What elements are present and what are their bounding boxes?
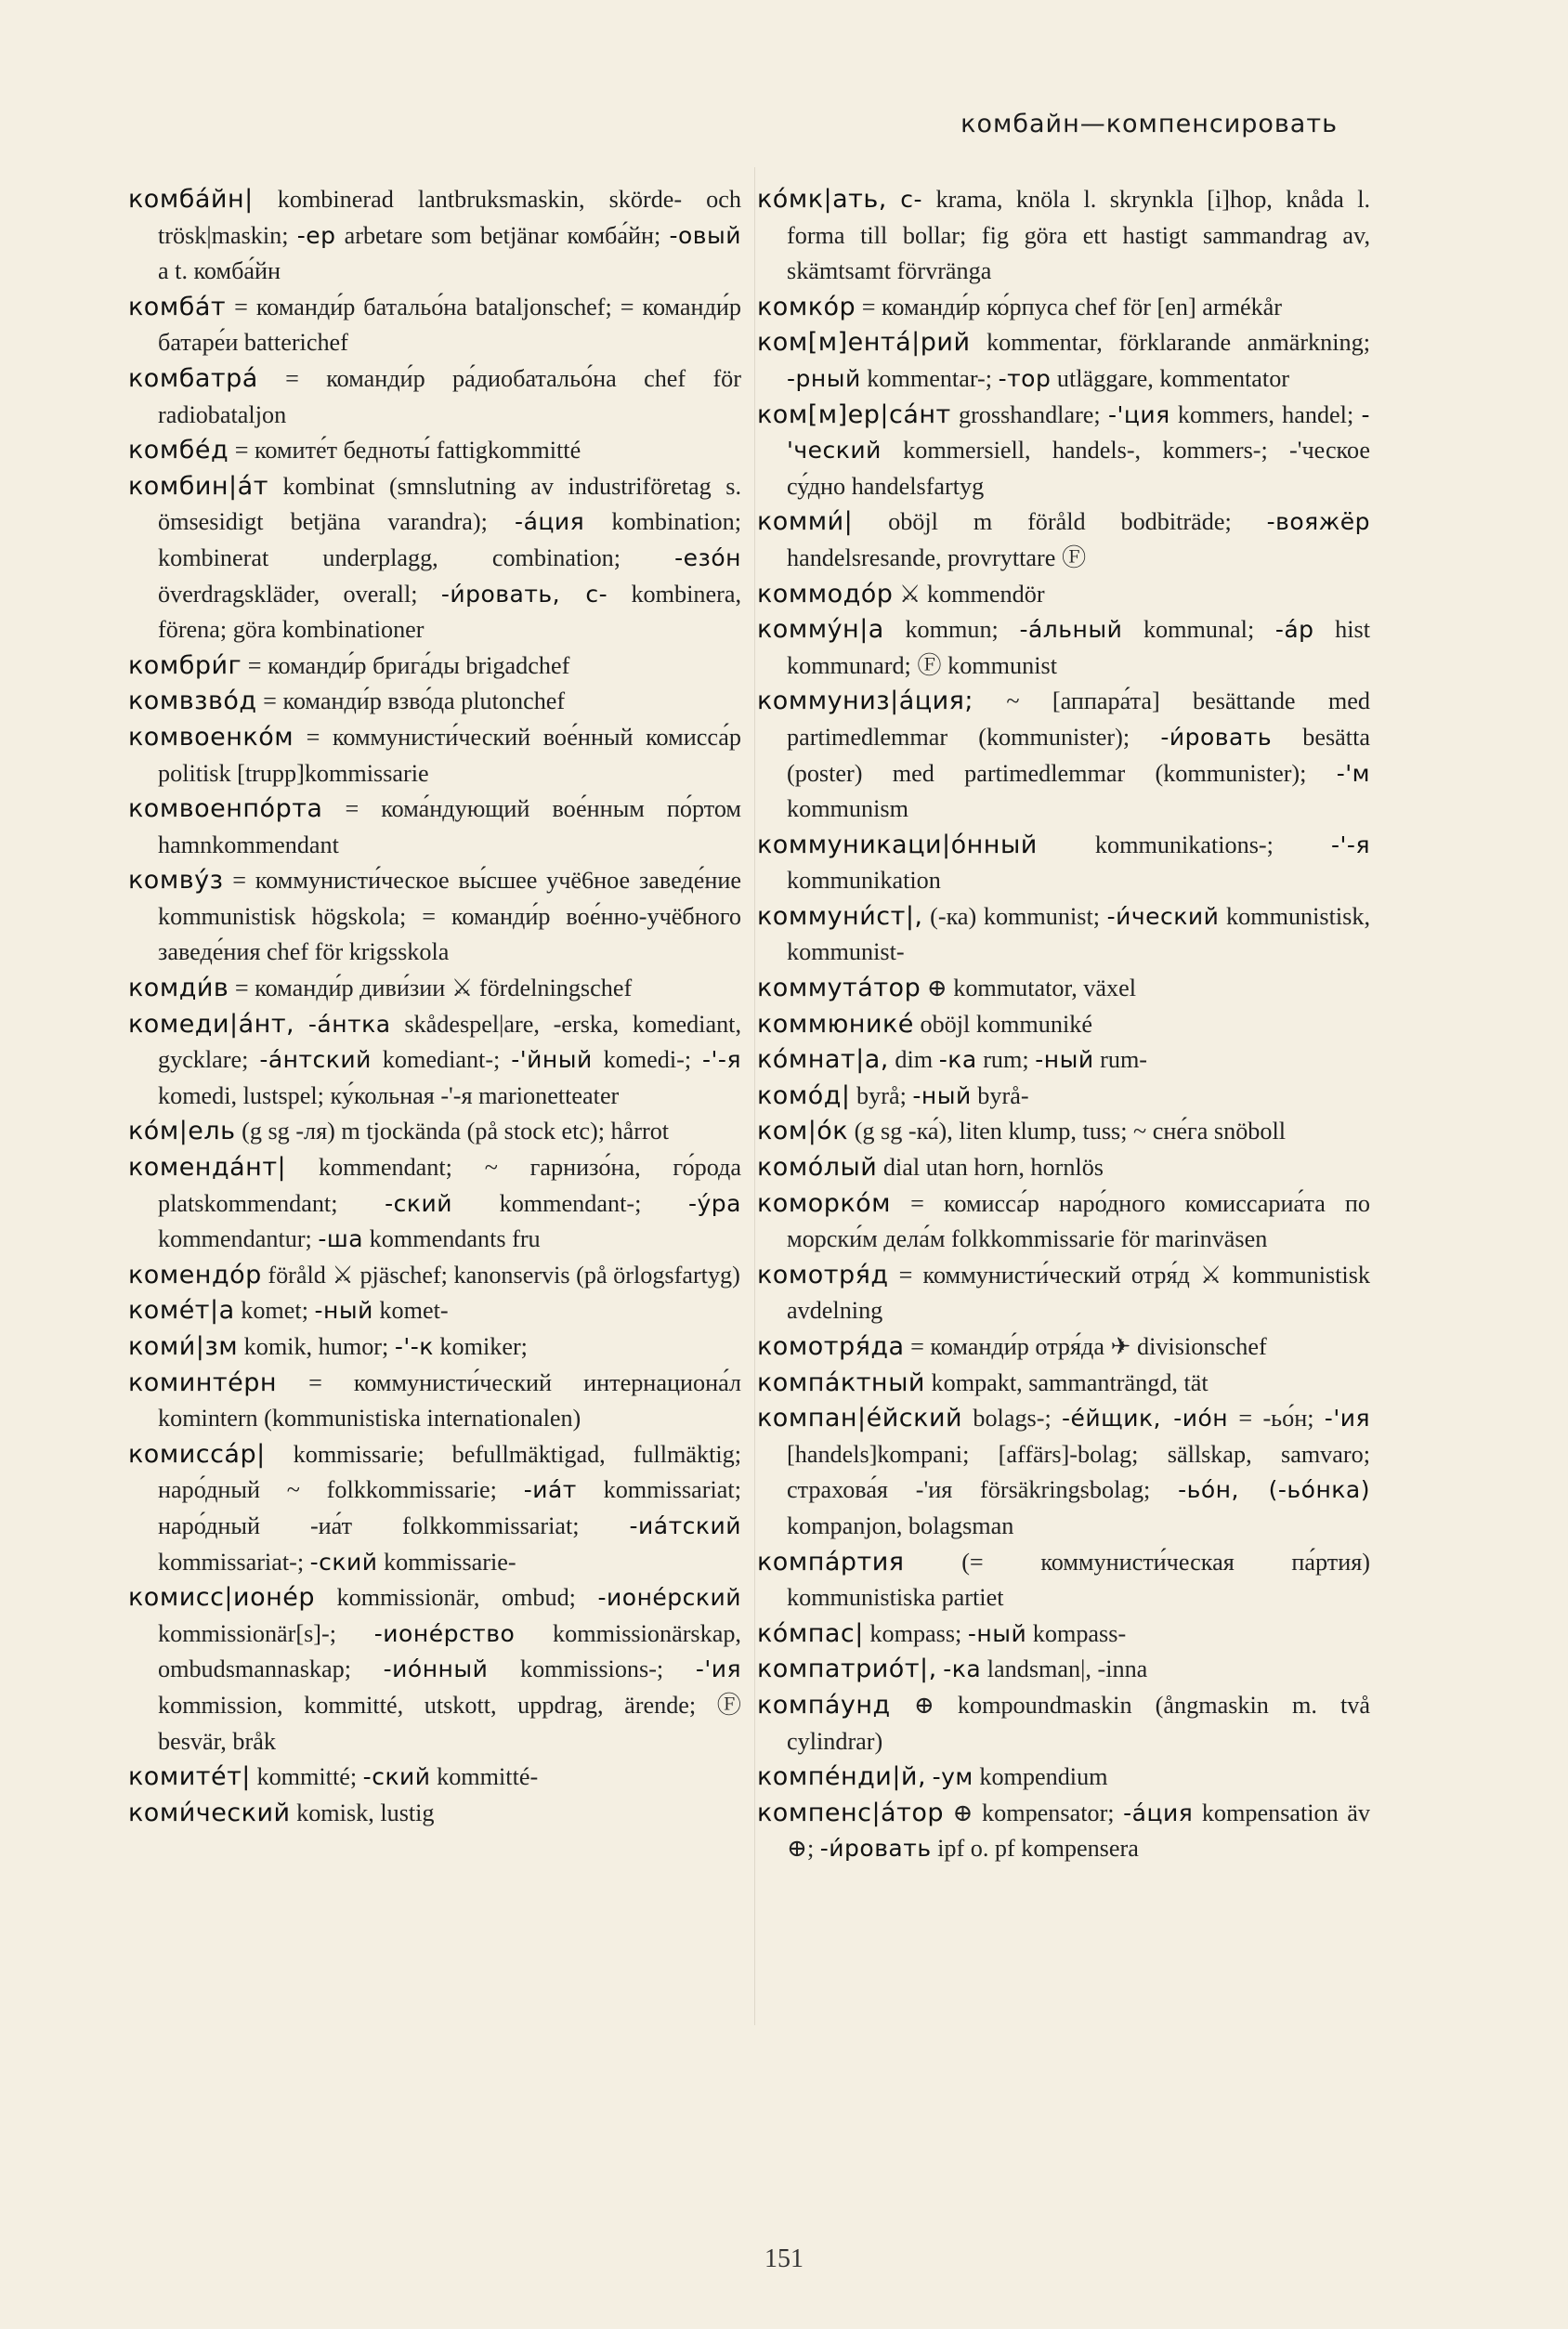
entry-headword: компа́унд (757, 1690, 891, 1720)
entry-text: ⊕ kompensator; (944, 1799, 1124, 1826)
entry-text: komisk, lustig (290, 1799, 435, 1826)
entry-text: kommentar-; (860, 364, 999, 392)
entry-text: handelsresande, provryttare Ⓕ (787, 543, 1087, 571)
entry-text: kommissionär[s]-; (158, 1619, 374, 1647)
entry-subform: -'ция (1107, 400, 1170, 428)
entry-subform: -иа́тский (629, 1511, 741, 1539)
entry-text: kommissionär, ombud; (315, 1584, 598, 1612)
entry-text: oböjl kommuniké (913, 1010, 1092, 1038)
entry-headword: комотря́д (757, 1260, 889, 1289)
entry-text: skådespel|are, -erska, komediant, gycklare; (158, 1010, 741, 1074)
entry-subform: -а́ция (515, 508, 585, 536)
entry-subform: -'ия (1324, 1405, 1370, 1433)
entry-headword: ко́мпас| (757, 1618, 864, 1648)
dictionary-entry (757, 684, 1370, 827)
entry-subform: -'-я (702, 1046, 741, 1074)
entry-headword: коммута́тор (757, 974, 921, 1003)
entry-headword: комбе́д (128, 436, 229, 465)
entry-text: kommun; (883, 616, 1020, 644)
entry-text: besätta (poster) med partimedlemmar (kommunister); (787, 723, 1370, 787)
entry-subform: -и́ровать, с- (440, 580, 608, 608)
entry-text: utläggare, kommentator (1051, 364, 1290, 392)
right-column (757, 182, 1370, 1867)
entry-text: kommissariat; наро́дный -иа́т folkkommissariat; (158, 1476, 741, 1539)
dictionary-entry (757, 1329, 1370, 1366)
entry-text: dim (888, 1046, 939, 1074)
entry-subform: -тор (998, 364, 1052, 392)
entry-headword: ком|о́к (757, 1117, 849, 1146)
entry-subform: -ный (1035, 1046, 1094, 1074)
dictionary-entry (757, 1545, 1370, 1616)
entry-text: = коммунисти́ческий вое́нный комисса́р politisk [trupp]kommissarie (158, 723, 741, 787)
dictionary-entry (757, 612, 1370, 684)
entry-text: = команди́р отря́да ✈ divisionschef (904, 1333, 1267, 1360)
entry-text: = -ьо́н; (1228, 1405, 1325, 1433)
entry-subform: -'-я (1331, 831, 1370, 858)
entry-headword: комди́в (128, 974, 229, 1003)
dictionary-entry (757, 290, 1370, 326)
entry-text: = команди́р диви́зии ⚔ fördelningschef (229, 975, 633, 1002)
entry-subform: с- (900, 186, 923, 213)
entry-text: bolags-; (962, 1405, 1063, 1433)
entry-headword: ко́м|ель (128, 1117, 236, 1146)
entry-subform: -ский (362, 1763, 431, 1791)
dictionary-entry (128, 1007, 741, 1115)
dictionary-entry (757, 1616, 1370, 1653)
entry-text: kommitté; (250, 1763, 363, 1791)
entry-headword: комбатра́ (128, 363, 258, 393)
entry-text: komiker; (433, 1333, 528, 1360)
entry-subform: -и́ровать (819, 1835, 932, 1863)
entry-text: kompendium (973, 1763, 1108, 1791)
entry-text: (-ка) kommunist; (922, 902, 1107, 930)
entry-headword: комми́| (757, 507, 854, 537)
entry-text: = команди́р взво́да plutonchef (256, 687, 566, 715)
entry-text: kommissarie- (377, 1548, 516, 1576)
entry-subform: -е́йщик, -ио́н (1062, 1405, 1229, 1433)
dictionary-entry (757, 1042, 1370, 1079)
entry-text: = коммунисти́ческий отря́д ⚔ kommunistisk avdelning (787, 1261, 1370, 1325)
entry-text: = команди́р ко́рпуса chef för [en] armékår (856, 293, 1283, 321)
entry-subform: -иа́т (523, 1476, 577, 1504)
entry-text: kommunikations-; (1037, 831, 1332, 858)
entry-text: rum- (1093, 1046, 1148, 1074)
entry-subform: -и́ческий (1106, 902, 1220, 930)
entry-text: byrå; (850, 1081, 913, 1109)
entry-subform: -'-к (394, 1333, 434, 1360)
entry-text: oböjl m föråld bodbiträde; (853, 508, 1267, 536)
entry-text: kompakt, sammanträngd, tät (924, 1368, 1209, 1396)
dictionary-entry (128, 361, 741, 433)
entry-text: kommissions-; (488, 1655, 696, 1683)
entry-subform: -а́нтский (259, 1046, 372, 1074)
entry-text: kombinerad lantbruksmaskin, skörde- och trösk|maskin; (158, 186, 741, 249)
entry-text: = команди́р батальо́на bataljonschef; = команди́р батаре́и batterichef (158, 293, 741, 357)
entry-text: rum; (976, 1046, 1036, 1074)
entry-subform: -а́нтка (307, 1010, 391, 1038)
dictionary-entry (757, 1760, 1370, 1796)
entry-text: kommunism (787, 795, 908, 823)
entry-headword: коминте́рн (128, 1367, 278, 1397)
dictionary-entry (128, 1796, 741, 1832)
entry-headword: комба́йн| (128, 185, 254, 214)
entry-headword: коме́т|а (128, 1296, 235, 1326)
entry-headword: коммуни́ст|, (757, 901, 923, 931)
entry-headword: комву́з (128, 866, 224, 896)
entry-text: a t. комба́йн (158, 257, 281, 285)
entry-text: komet; (234, 1297, 315, 1325)
entry-headword: комо́лый (757, 1153, 878, 1183)
dictionary-entry (128, 648, 741, 685)
entry-subform: -ионе́рство (373, 1619, 516, 1647)
dictionary-entry (757, 1186, 1370, 1258)
entry-text: kommendant-; (451, 1189, 688, 1217)
entry-subform: -'йный (511, 1046, 593, 1074)
entry-text: kommunistisk, kommunist- (787, 902, 1370, 966)
entry-headword: комму́н|а (757, 615, 884, 645)
entry-headword: коми́|зм (128, 1332, 239, 1361)
entry-headword: комеди|а́нт, (128, 1009, 295, 1039)
entry-text: komik, humor; (238, 1333, 395, 1360)
entry-headword: коми́ческий (128, 1798, 291, 1827)
dictionary-entry (757, 504, 1370, 576)
entry-text: kombination; kombinerat underplagg, combination; (158, 508, 741, 571)
entry-headword: компенс|а́тор (757, 1798, 944, 1827)
entry-text: komediant-; (371, 1046, 512, 1074)
dictionary-entry (128, 971, 741, 1007)
column-divider (754, 167, 755, 2025)
left-column (128, 182, 741, 1831)
entry-text: arbetare som betjänar комба́йн; (335, 221, 670, 249)
entry-subform: -а́ция (1123, 1799, 1194, 1826)
entry-text: kombinera, förena; göra kombinationer (158, 580, 741, 644)
dictionary-entry (757, 1401, 1370, 1544)
entry-text: kommendant; ~ гарнизо́на, го́рода platskommendant; (158, 1154, 741, 1217)
entry-text: komedi, lustspel; ку́кольная -'-я marionetteater (158, 1081, 620, 1109)
entry-subform: -ный (967, 1619, 1027, 1647)
dictionary-entry (757, 182, 1370, 290)
dictionary-entry (757, 577, 1370, 613)
entry-text: överdragskläder, overall; (158, 580, 441, 608)
entry-text: ⊕ kompoundmaskin (ångmaskin m. två cylindrar) (787, 1691, 1370, 1755)
entry-text: kombinat (smnslutning av industriföretag s. ömsesidigt betjäna varandra); (158, 472, 741, 536)
dictionary-entry (757, 1688, 1370, 1760)
dictionary-entry (757, 1114, 1370, 1150)
entry-text: kommers, handel; (1169, 400, 1362, 428)
entry-subform: -и́ровать (1160, 723, 1273, 751)
dictionary-entry (757, 325, 1370, 397)
entry-text: grosshandlare; (950, 400, 1108, 428)
entry-text: (= коммунисти́ческая па́ртия) kommunistiska partiet (787, 1548, 1370, 1612)
dictionary-entry (128, 1580, 741, 1760)
entry-text: = коммунисти́ческое вы́сшее учё6ное заведе́ние kommunistisk högskola; = команди́р вое́нно-учёбного заведе́ния chef för krigsskola (158, 867, 741, 966)
entry-text: kompass; (863, 1619, 968, 1647)
entry-headword: коммодо́р (757, 579, 894, 608)
dictionary-entry (757, 1150, 1370, 1186)
entry-subform: -ский (385, 1189, 452, 1217)
dictionary-entry (128, 1437, 741, 1580)
dictionary-entry (757, 1366, 1370, 1402)
entry-headword: комвзво́д (128, 687, 257, 716)
entry-subform: -а́льный (1019, 616, 1123, 644)
entry-subform: -ка (943, 1655, 982, 1683)
entry-text (294, 1011, 308, 1038)
entry-text: kommissarie; befullmäktigad, fullmäktig; наро́дный ~ folkkommissarie; (158, 1440, 741, 1504)
dictionary-entry (757, 899, 1370, 971)
entry-text: ⊕ kommutator, växel (921, 975, 1137, 1002)
entry-subform: -'м (1336, 759, 1370, 787)
entry-subform: -ум (932, 1763, 973, 1791)
entry-headword: коморко́м (757, 1188, 892, 1218)
entry-subform: -ша (318, 1225, 364, 1253)
entry-text: komedi-; (592, 1046, 703, 1074)
entry-text: kommunal; (1122, 616, 1275, 644)
entry-headword: компе́нди|й, (757, 1762, 927, 1792)
entry-text: kommission, kommitté, utskott, uppdrag, ärende; Ⓕ besvär, bråk (158, 1691, 741, 1755)
entry-text: kommunikation (787, 867, 941, 895)
entry-text: kommendantur; (158, 1225, 319, 1253)
entry-subform: -езо́н (674, 543, 741, 571)
entry-text: (g sg -ка́), liten klump, tuss; ~ сне́га snöboll (848, 1118, 1287, 1145)
dictionary-entry (128, 182, 741, 290)
entry-headword: комите́т| (128, 1762, 251, 1792)
entry-subform: -рный (787, 364, 861, 392)
entry-headword: комвоенпо́рта (128, 794, 323, 824)
entry-headword: ко́мк|ать, (757, 185, 887, 214)
entry-headword: комо́д| (757, 1080, 851, 1110)
page-number: 151 (764, 2244, 804, 2273)
entry-text: = кома́ндующий вое́нным по́ртом hamnkommendant (158, 795, 741, 858)
entry-text: kommissionärskap, ombudsmannaskap; (158, 1619, 741, 1683)
entry-text: komet- (372, 1297, 449, 1325)
entry-text: ⚔ kommendör (893, 580, 1045, 608)
entry-text: = коммунисти́ческий интернациона́л komintern (kommunistiska internationalen) (158, 1368, 741, 1433)
entry-headword: комотря́да (757, 1332, 905, 1361)
entry-subform: -ка (938, 1046, 977, 1074)
entry-text: kommentar, förklarande anmärkning; (970, 329, 1370, 357)
entry-headword: коммуниз|а́ция; (757, 687, 974, 716)
entry-text (887, 186, 900, 213)
dictionary-entry (757, 971, 1370, 1007)
dictionary-entry (128, 290, 741, 361)
entry-headword: ком[м]ер|са́нт (757, 399, 951, 429)
entry-headword: комисс|ионе́р (128, 1583, 315, 1613)
entry-text: landsman|, -inna (981, 1655, 1148, 1683)
entry-subform: -а́р (1274, 616, 1314, 644)
dictionary-entry (128, 1150, 741, 1258)
entry-subform: -ский (309, 1548, 378, 1576)
entry-subform: -ьо́н, (-ьо́нка) (1178, 1476, 1370, 1504)
entry-headword: компа́ртия (757, 1547, 905, 1577)
dictionary-entry (757, 1079, 1370, 1115)
dictionary-entry (128, 1329, 741, 1366)
dictionary-entry (128, 720, 741, 792)
entry-text: kompanjon, bolagsman (787, 1511, 1014, 1539)
entry-text: kompensation äv ⊕; (787, 1799, 1371, 1863)
entry-text: = команди́р ра́диобатальо́на chef för radiobataljon (158, 364, 741, 428)
dictionary-entry (757, 1007, 1370, 1043)
entry-subform: -у́ра (687, 1189, 741, 1217)
dictionary-entry (757, 398, 1370, 505)
entry-text: ~ [аппара́та] besättande med partimedlemmar (kommunister); (787, 687, 1370, 751)
dictionary-entry (128, 1760, 741, 1796)
entry-text: ipf o. pf kompensera (931, 1835, 1139, 1863)
entry-text: kommissariat-; (158, 1548, 310, 1576)
dictionary-entry (757, 1258, 1370, 1329)
dictionary-entry (757, 828, 1370, 899)
entry-text: hist kommunard; Ⓕ kommunist (787, 616, 1371, 679)
entry-subform: -'ия (695, 1655, 741, 1683)
dictionary-entry (128, 792, 741, 863)
entry-headword: комвоенко́м (128, 722, 294, 752)
page-running-header: комбайн—компенсировать (960, 110, 1338, 138)
entry-subform: -вояжёр (1266, 508, 1370, 536)
entry-headword: коммюнике́ (757, 1009, 914, 1039)
entry-text: kommendants fru (363, 1225, 541, 1253)
entry-text: = комите́т бедноты́ fattigkommitté (229, 437, 581, 464)
entry-headword: компатрио́т|, (757, 1655, 937, 1684)
entry-headword: комбин|а́т (128, 471, 268, 501)
entry-headword: комендо́р (128, 1260, 262, 1289)
entry-subform: -ионе́рский (597, 1584, 741, 1612)
entry-headword: комбри́г (128, 650, 242, 680)
entry-headword: ком[м]ента́|рий (757, 328, 971, 358)
entry-text: [handels]kompani; [affärs]-bolag; sällskap, samvaro; страхова́я -'ия försäkringsbolag; (787, 1440, 1370, 1504)
entry-headword: комба́т (128, 292, 227, 321)
entry-headword: компан|е́йский (757, 1404, 963, 1433)
entry-subform: -ио́нный (383, 1655, 489, 1683)
entry-text: = команди́р брига́ды brigadchef (242, 651, 570, 679)
entry-headword: коменда́нт| (128, 1153, 287, 1183)
entry-text: byrå- (971, 1081, 1029, 1109)
entry-text: dial utan horn, hornlös (877, 1154, 1104, 1182)
entry-headword: компа́ктный (757, 1367, 925, 1397)
entry-text: (g sg -ля) m tjockända (på stock etc); hårrot (235, 1118, 670, 1145)
entry-text: kommitté- (430, 1763, 539, 1791)
entry-text: kommersiell, handels-, kommers-; -'ческое су́дно handelsfartyg (787, 437, 1370, 500)
entry-subform: -'ческий (787, 400, 1370, 464)
entry-headword: ко́мнат|а, (757, 1045, 889, 1075)
entry-headword: комко́р (757, 292, 856, 321)
entry-text: kompass- (1026, 1619, 1127, 1647)
entry-headword: комисса́р| (128, 1439, 266, 1469)
dictionary-entry (128, 863, 741, 971)
dictionary-entry (128, 1258, 741, 1294)
dictionary-entry (128, 1114, 741, 1150)
entry-headword: коммуникаци|о́нный (757, 830, 1038, 859)
dictionary-entry (128, 433, 741, 469)
entry-text: föråld ⚔ pjäschef; kanonservis (på örlogsfartyg) (261, 1261, 740, 1289)
entry-subform: -ный (314, 1297, 373, 1325)
entry-subform: -ер (296, 221, 336, 249)
dictionary-entry (757, 1796, 1370, 1867)
dictionary-entry (128, 684, 741, 720)
entry-text: = комисса́р наро́дного комиссариа́та по морски́м дела́м folkkommissarie för marinväsen (787, 1189, 1370, 1253)
entry-text: krama, knöla l. skrynkla [i]hop, knåda l. forma till bollar; fig göra ett hastigt sammandrag av, skämtsamt förvränga (787, 186, 1371, 285)
entry-subform: -ный (912, 1081, 972, 1109)
dictionary-entry (128, 1366, 741, 1437)
entry-subform: -овый (669, 221, 741, 249)
dictionary-entry (128, 1293, 741, 1329)
dictionary-entry (128, 469, 741, 648)
dictionary-entry (757, 1652, 1370, 1688)
